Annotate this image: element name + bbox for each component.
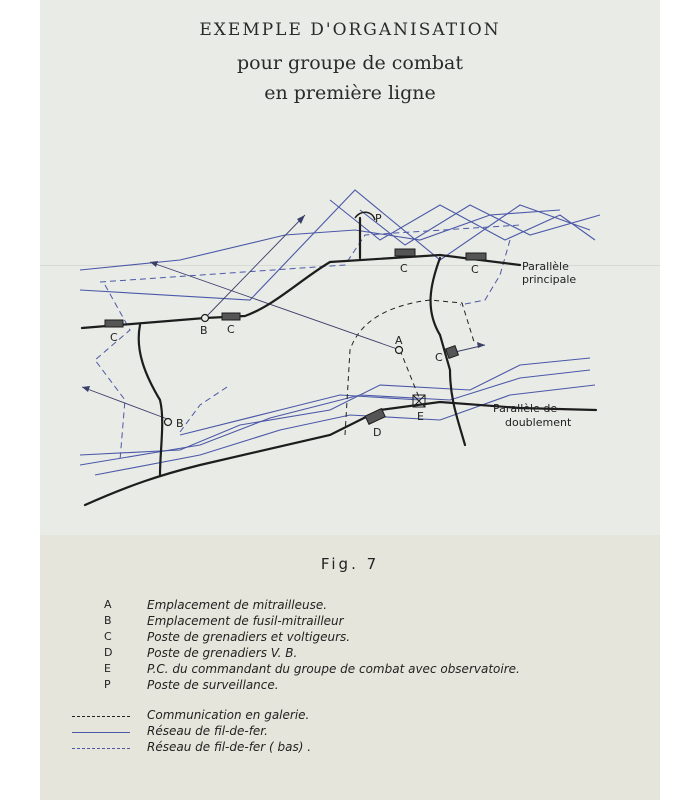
legend-row (0, 598, 700, 614)
label-parallele-principale-2: principale (522, 273, 577, 286)
arrow-line (150, 262, 400, 350)
arrowhead (477, 342, 485, 348)
trench-group (82, 218, 596, 505)
arrowhead (82, 386, 90, 392)
figure-caption: Fig. 7 (320, 555, 380, 573)
label-parallele-doublement-2: doublement (505, 416, 572, 429)
legend-row (0, 678, 700, 694)
point-letter: C (400, 262, 408, 275)
arrowhead (150, 261, 158, 267)
legend-text: Réseau de fil-de-fer ( bas) . (147, 740, 312, 754)
legend-row (0, 740, 700, 756)
low-wire-group (95, 225, 520, 460)
legend-row (0, 708, 700, 724)
legend-row (0, 614, 700, 630)
legend-key: D (104, 646, 113, 659)
arrow-line (82, 387, 170, 420)
point-letter: A (395, 334, 403, 347)
point-letter: C (110, 331, 118, 344)
post-c-marker (446, 346, 459, 359)
low-wire-line (95, 285, 130, 460)
legend-key: E (104, 662, 111, 675)
wire-line (80, 190, 590, 300)
arrow-group (82, 215, 485, 420)
legend-text: Poste de grenadiers et voltigeurs. (147, 630, 351, 644)
title-line-3: en première ligne (264, 82, 436, 104)
legend-row (0, 630, 700, 646)
point-letter: C (471, 263, 479, 276)
post-b-circle (202, 315, 209, 322)
point-letter: D (373, 426, 382, 439)
post-d-marker (365, 409, 385, 425)
wire-line-sample (72, 732, 130, 733)
low-wire-line (460, 240, 510, 305)
low-wire-line-sample (72, 748, 130, 749)
communication-trench-left (139, 325, 163, 475)
post-c-marker (395, 249, 415, 256)
legend-row (0, 662, 700, 678)
post-markers (105, 249, 486, 424)
label-parallele-principale-1: Parallèle (522, 260, 569, 273)
post-b-circle (165, 419, 172, 426)
wire-line (360, 205, 600, 245)
gallery-line-sample (72, 716, 130, 717)
point-letter: B (200, 324, 208, 337)
wire-line (330, 200, 595, 240)
legend-row (0, 724, 700, 740)
post-c-marker (222, 313, 240, 320)
arrow-line (205, 215, 305, 318)
point-letter: C (435, 351, 443, 364)
wire-network-group (80, 190, 600, 475)
post-c-marker (105, 320, 123, 327)
legend-text: Poste de grenadiers V. B. (147, 646, 298, 660)
main-parallel-trench (82, 255, 520, 328)
legend-row (0, 646, 700, 662)
trench-labels (493, 260, 576, 429)
title-line-1: EXEMPLE D'ORGANISATION (199, 20, 501, 40)
low-wire-line (180, 385, 230, 432)
point-letter: C (227, 323, 235, 336)
legend-key: A (104, 598, 112, 611)
point-letter: E (417, 410, 424, 423)
legend-text: Emplacement de mitrailleuse. (147, 598, 328, 612)
legend-key: C (104, 630, 112, 643)
legend-key: B (104, 614, 112, 627)
gallery-line (400, 350, 420, 400)
post-c-marker (466, 253, 486, 260)
post-a-circle (396, 347, 403, 354)
legend-text: Emplacement de fusil-mitrailleur (147, 614, 344, 628)
legend-text: Réseau de fil-de-fer. (147, 724, 268, 738)
legend-key: P (104, 678, 111, 691)
point-letter: P (375, 212, 382, 225)
title-line-2: pour groupe de combat (237, 52, 463, 74)
legend-text: Communication en galerie. (147, 708, 310, 722)
legend-text: Poste de surveillance. (147, 678, 279, 692)
label-parallele-doublement-1: Parallèle de (493, 402, 558, 415)
legend-text: P.C. du commandant du groupe de combat avec observatoire. (147, 662, 520, 676)
point-letter: B (176, 417, 184, 430)
